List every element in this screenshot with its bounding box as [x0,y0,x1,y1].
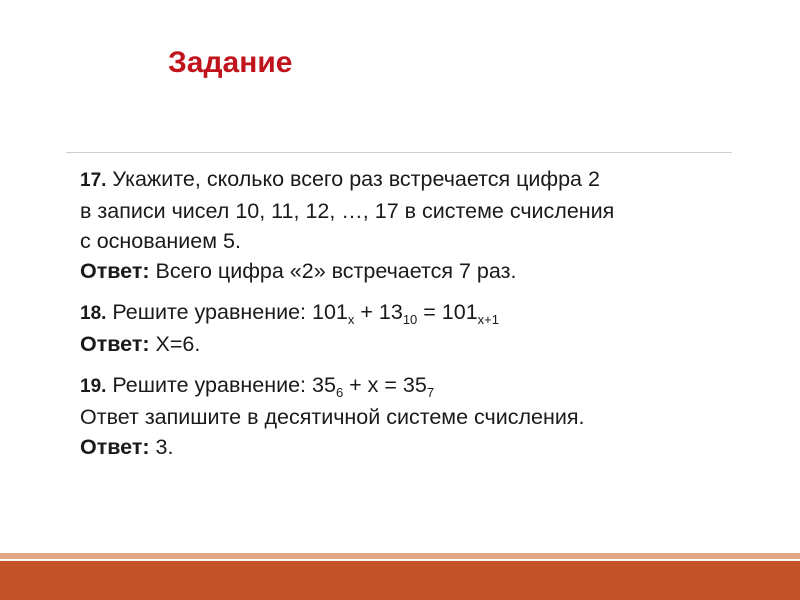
task-17-line-3: с основанием 5. [80,229,241,253]
eq-base: 7 [426,385,435,400]
task-19-answer [80,432,740,462]
answer-text: Всего цифра «2» встречается 7 раз. [149,259,517,283]
eq-term: + 13 [354,300,403,324]
task-number: 17. [80,170,107,191]
equation [312,300,499,327]
eq-base: 10 [402,312,418,327]
task-19 [80,370,740,462]
slide-title: Задание [168,46,293,79]
task-18-line-1 [80,297,740,329]
answer-text: 3. [149,435,174,459]
task-list [80,164,740,473]
task-19-line-1 [80,370,740,402]
task-17-line-2: в записи чисел 10, 11, 12, …, 17 в системе счисления [80,199,615,223]
footer-accent-line [0,553,800,559]
eq-base: x [347,312,355,327]
answer-label: Ответ: [80,332,150,356]
eq-term: 101 [312,300,348,324]
task-18-answer [80,329,740,359]
answer-text: X=6. [149,332,201,356]
task-18 [80,297,740,359]
task-text: Решите уравнение: [106,373,313,397]
task-17-line-1 [80,164,740,196]
eq-term: 35 [312,373,336,397]
task-text: Укажите, сколько всего раз встречается цифра 2 [106,167,600,191]
eq-base: x+1 [477,312,499,327]
task-17-answer [80,256,740,286]
eq-term: + x = 35 [343,373,427,397]
answer-label: Ответ: [80,435,150,459]
task-text: Решите уравнение: [106,300,313,324]
task-19-line-2: Ответ запишите в десятичной системе счисления. [80,405,585,429]
eq-term: = 101 [417,300,478,324]
equation [312,373,435,400]
divider [66,152,732,153]
footer-bar [0,561,800,600]
answer-label: Ответ: [80,259,150,283]
eq-base: 6 [335,385,344,400]
task-17 [80,164,740,286]
task-number: 19. [80,376,107,397]
task-number: 18. [80,303,107,324]
